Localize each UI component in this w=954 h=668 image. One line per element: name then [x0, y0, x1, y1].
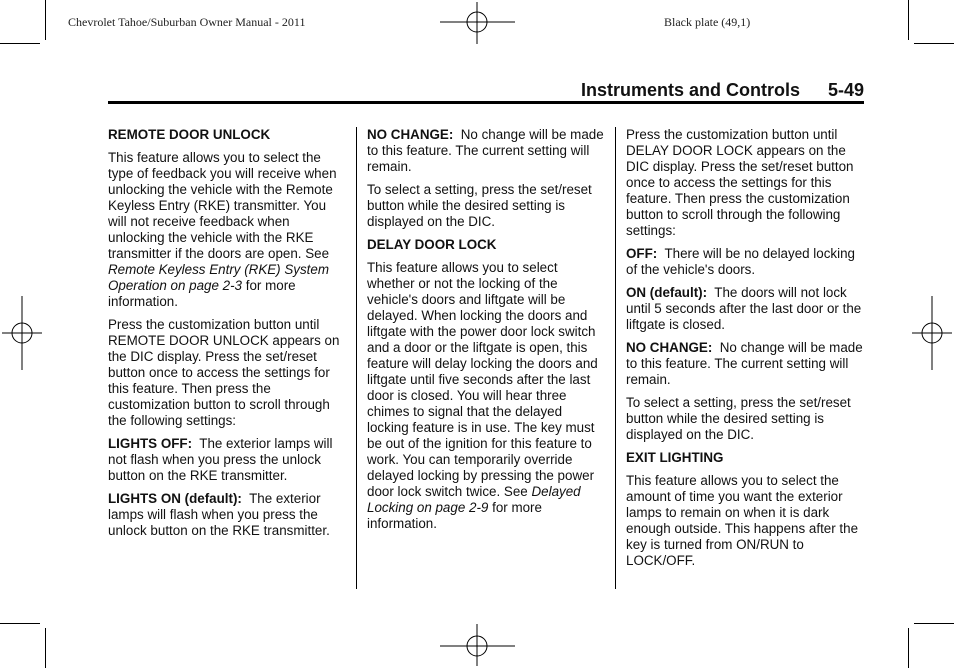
page-number: 5-49 — [827, 80, 864, 100]
crop-mark-bottom-right-v — [908, 628, 909, 668]
column-3 — [626, 127, 864, 576]
paragraph: This feature allows you to select the amount of time you want the exterior lamps to remain on when it is dark enough outside. This happens after the key is turned from ON/RUN to LOCK/OFF. — [626, 473, 859, 568]
option-off: OFF: There will be no delayed locking of the vehicle's doors. — [626, 246, 855, 277]
paragraph: This feature allows you to select whether or not the locking of the vehicle's doors and liftgate will be delayed. When locking the doors and liftgate with the power door lock switch and a door or the liftgate is open, this feature will delay locking the doors and liftgate until five seconds after the last door is closed. You will hear three chimes to signal that the delayed locking feature is in use. The key must be out of the ignition for this feature to work. You can temporarily override delayed locking by pressing the power door lock switch twice. See Delayed Locking on page 2-9 for more information. — [367, 260, 598, 531]
registration-mark-right-icon — [910, 296, 954, 370]
option-no-change: NO CHANGE: No change will be made to this feature. The current setting will remain. — [367, 127, 604, 174]
crop-mark-top-left-v — [45, 0, 46, 40]
plate-label: Black plate (49,1) — [664, 15, 751, 29]
heading-delay-door-lock: DELAY DOOR LOCK — [367, 237, 497, 252]
crop-mark-top-right-v — [908, 0, 909, 40]
column-divider-1 — [356, 127, 357, 589]
option-on: ON (default): The doors will not lock until 5 seconds after the last door or the liftgate is closed. — [626, 285, 862, 332]
registration-mark-left-icon — [0, 296, 44, 370]
paragraph: This feature allows you to select the type of feedback you will receive when unlocking the vehicle with the Remote Keyless Entry (RKE) transmitter. You will not receive feedback when unlocking the vehicle with the RKE transmitter if the doors are open. See Remote Keyless Entry (RKE) System Operation on page 2-3 for more information. — [108, 150, 337, 309]
section-title: Instruments and Controls — [580, 80, 800, 100]
paragraph: Press the customization button until DELAY DOOR LOCK appears on the DIC display. Press the set/reset button once to access the settings for this feature. Then press the customization button to scroll through the following settings: — [626, 127, 854, 238]
cross-reference: Remote Keyless Entry (RKE) System Operation on page 2-3 — [108, 262, 330, 293]
option-lights-off: LIGHTS OFF: The exterior lamps will not flash when you press the unlock button on the RKE transmitter. — [108, 436, 333, 483]
option-no-change: NO CHANGE: No change will be made to this feature. The current setting will remain. — [626, 340, 863, 387]
paragraph: To select a setting, press the set/reset button while the desired setting is displayed on the DIC. — [626, 395, 851, 442]
crop-mark-top-right-h — [914, 43, 954, 44]
paragraph: Press the customization button until REMOTE DOOR UNLOCK appears on the DIC display. Press the set/reset button once to access the settings for this feature. Then press the customization button to scroll through the following settings: — [108, 317, 340, 428]
column-divider-2 — [615, 127, 616, 589]
registration-mark-top-icon — [440, 0, 515, 46]
cross-reference: Delayed Locking on page 2-9 — [367, 484, 581, 515]
crop-mark-bottom-left-v — [45, 628, 46, 668]
crop-mark-bottom-right-h — [914, 623, 954, 624]
heading-exit-lighting: EXIT LIGHTING — [626, 450, 724, 465]
section-header — [581, 80, 864, 101]
manual-title: Chevrolet Tahoe/Suburban Owner Manual - 2011 — [68, 15, 306, 29]
column-1 — [108, 127, 346, 546]
header-rule — [108, 101, 864, 104]
paragraph: To select a setting, press the set/reset button while the desired setting is displayed on the DIC. — [367, 182, 592, 229]
option-lights-on: LIGHTS ON (default): The exterior lamps will flash when you press the unlock button on the RKE transmitter. — [108, 491, 330, 538]
crop-mark-bottom-left-h — [0, 623, 40, 624]
crop-mark-top-left-h — [0, 43, 40, 44]
column-2 — [367, 127, 607, 539]
registration-mark-bottom-icon — [440, 622, 515, 668]
heading-remote-door-unlock: REMOTE DOOR UNLOCK — [108, 127, 271, 142]
